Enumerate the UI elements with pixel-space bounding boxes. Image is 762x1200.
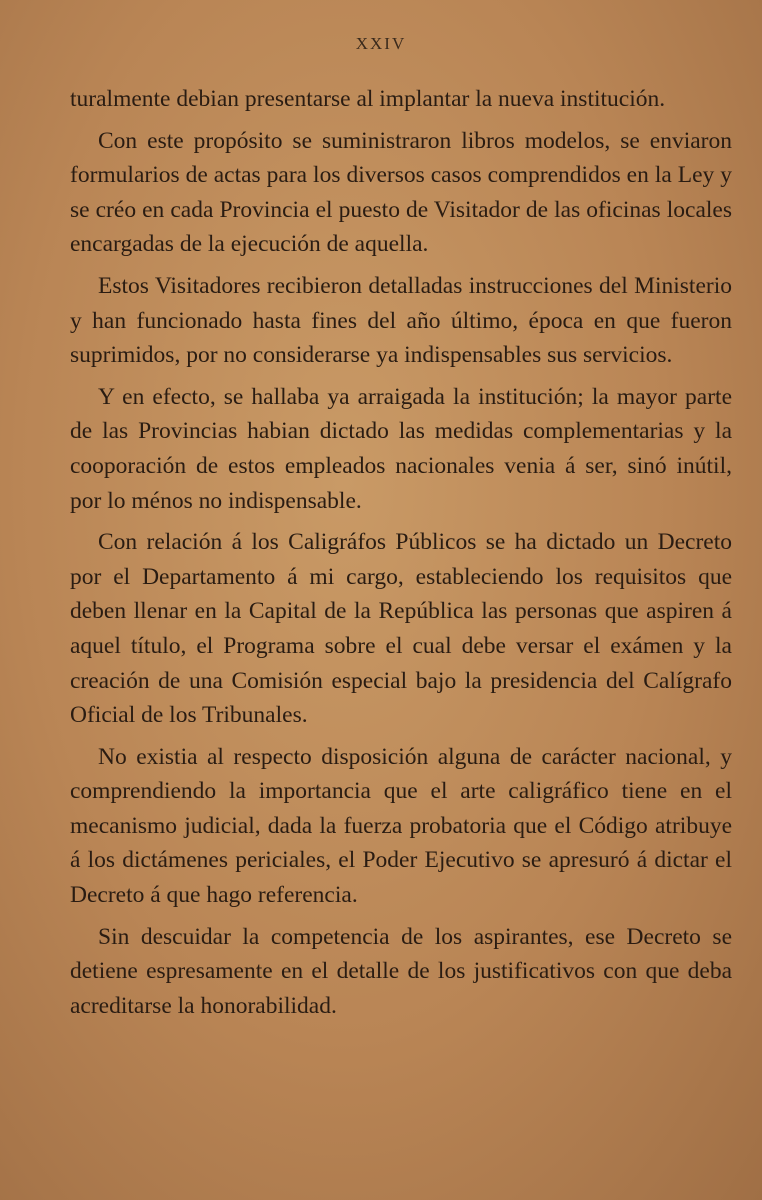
paragraph: turalmente debian presentarse al implantar la nueva institución. [70, 86, 666, 112]
paragraph: No existia al respecto disposición alguna de carácter nacional, y comprendiendo la importancia que el arte caligráfico tiene en el mecanismo judicial, dada la fuerza probatoria que el Código atribuye á los dictámenes periciales, el Poder Ejecutivo se apresuró á dictar el Decreto á que hago referencia. [70, 743, 732, 909]
paragraph: Y en efecto, se hallaba ya arraigada la institución; la mayor parte de las Provincias habian dictado las medidas complementarias y la cooporación de estos empleados nacionales venia á ser, sinó inútil, por lo ménos no indispensable. [70, 383, 732, 514]
page-number: XXIV [355, 34, 407, 53]
paragraph: Con este propósito se suministraron libros modelos, se enviaron formularios de actas para los diversos casos comprendidos en la Ley y se créo en cada Provincia el puesto de Visitador de las oficinas locales encargadas de la ejecución de aquella. [70, 127, 732, 258]
paragraph: Sin descuidar la competencia de los aspirantes, ese Decreto se detiene espresamente en el detalle de los justificativos con que deba acreditarse la honorabilidad. [70, 923, 732, 1019]
paragraph: Con relación á los Caligráfos Públicos se ha dictado un Decreto por el Departamento á mi cargo, estableciendo los requisitos que deben llenar en la Capital de la República las personas que aspiren á aquel título, el Programa sobre el cual debe versar el exámen y la creación de una Comisión especial bajo la presidencia del Calígrafo Oficial de los Tribunales. [70, 529, 732, 729]
body-text [70, 82, 732, 1030]
paragraph: Estos Visitadores recibieron detalladas instrucciones del Ministerio y han funcionado hasta fines del año último, época en que fueron suprimidos, por no considerarse ya indispensables sus servicios. [70, 272, 732, 369]
